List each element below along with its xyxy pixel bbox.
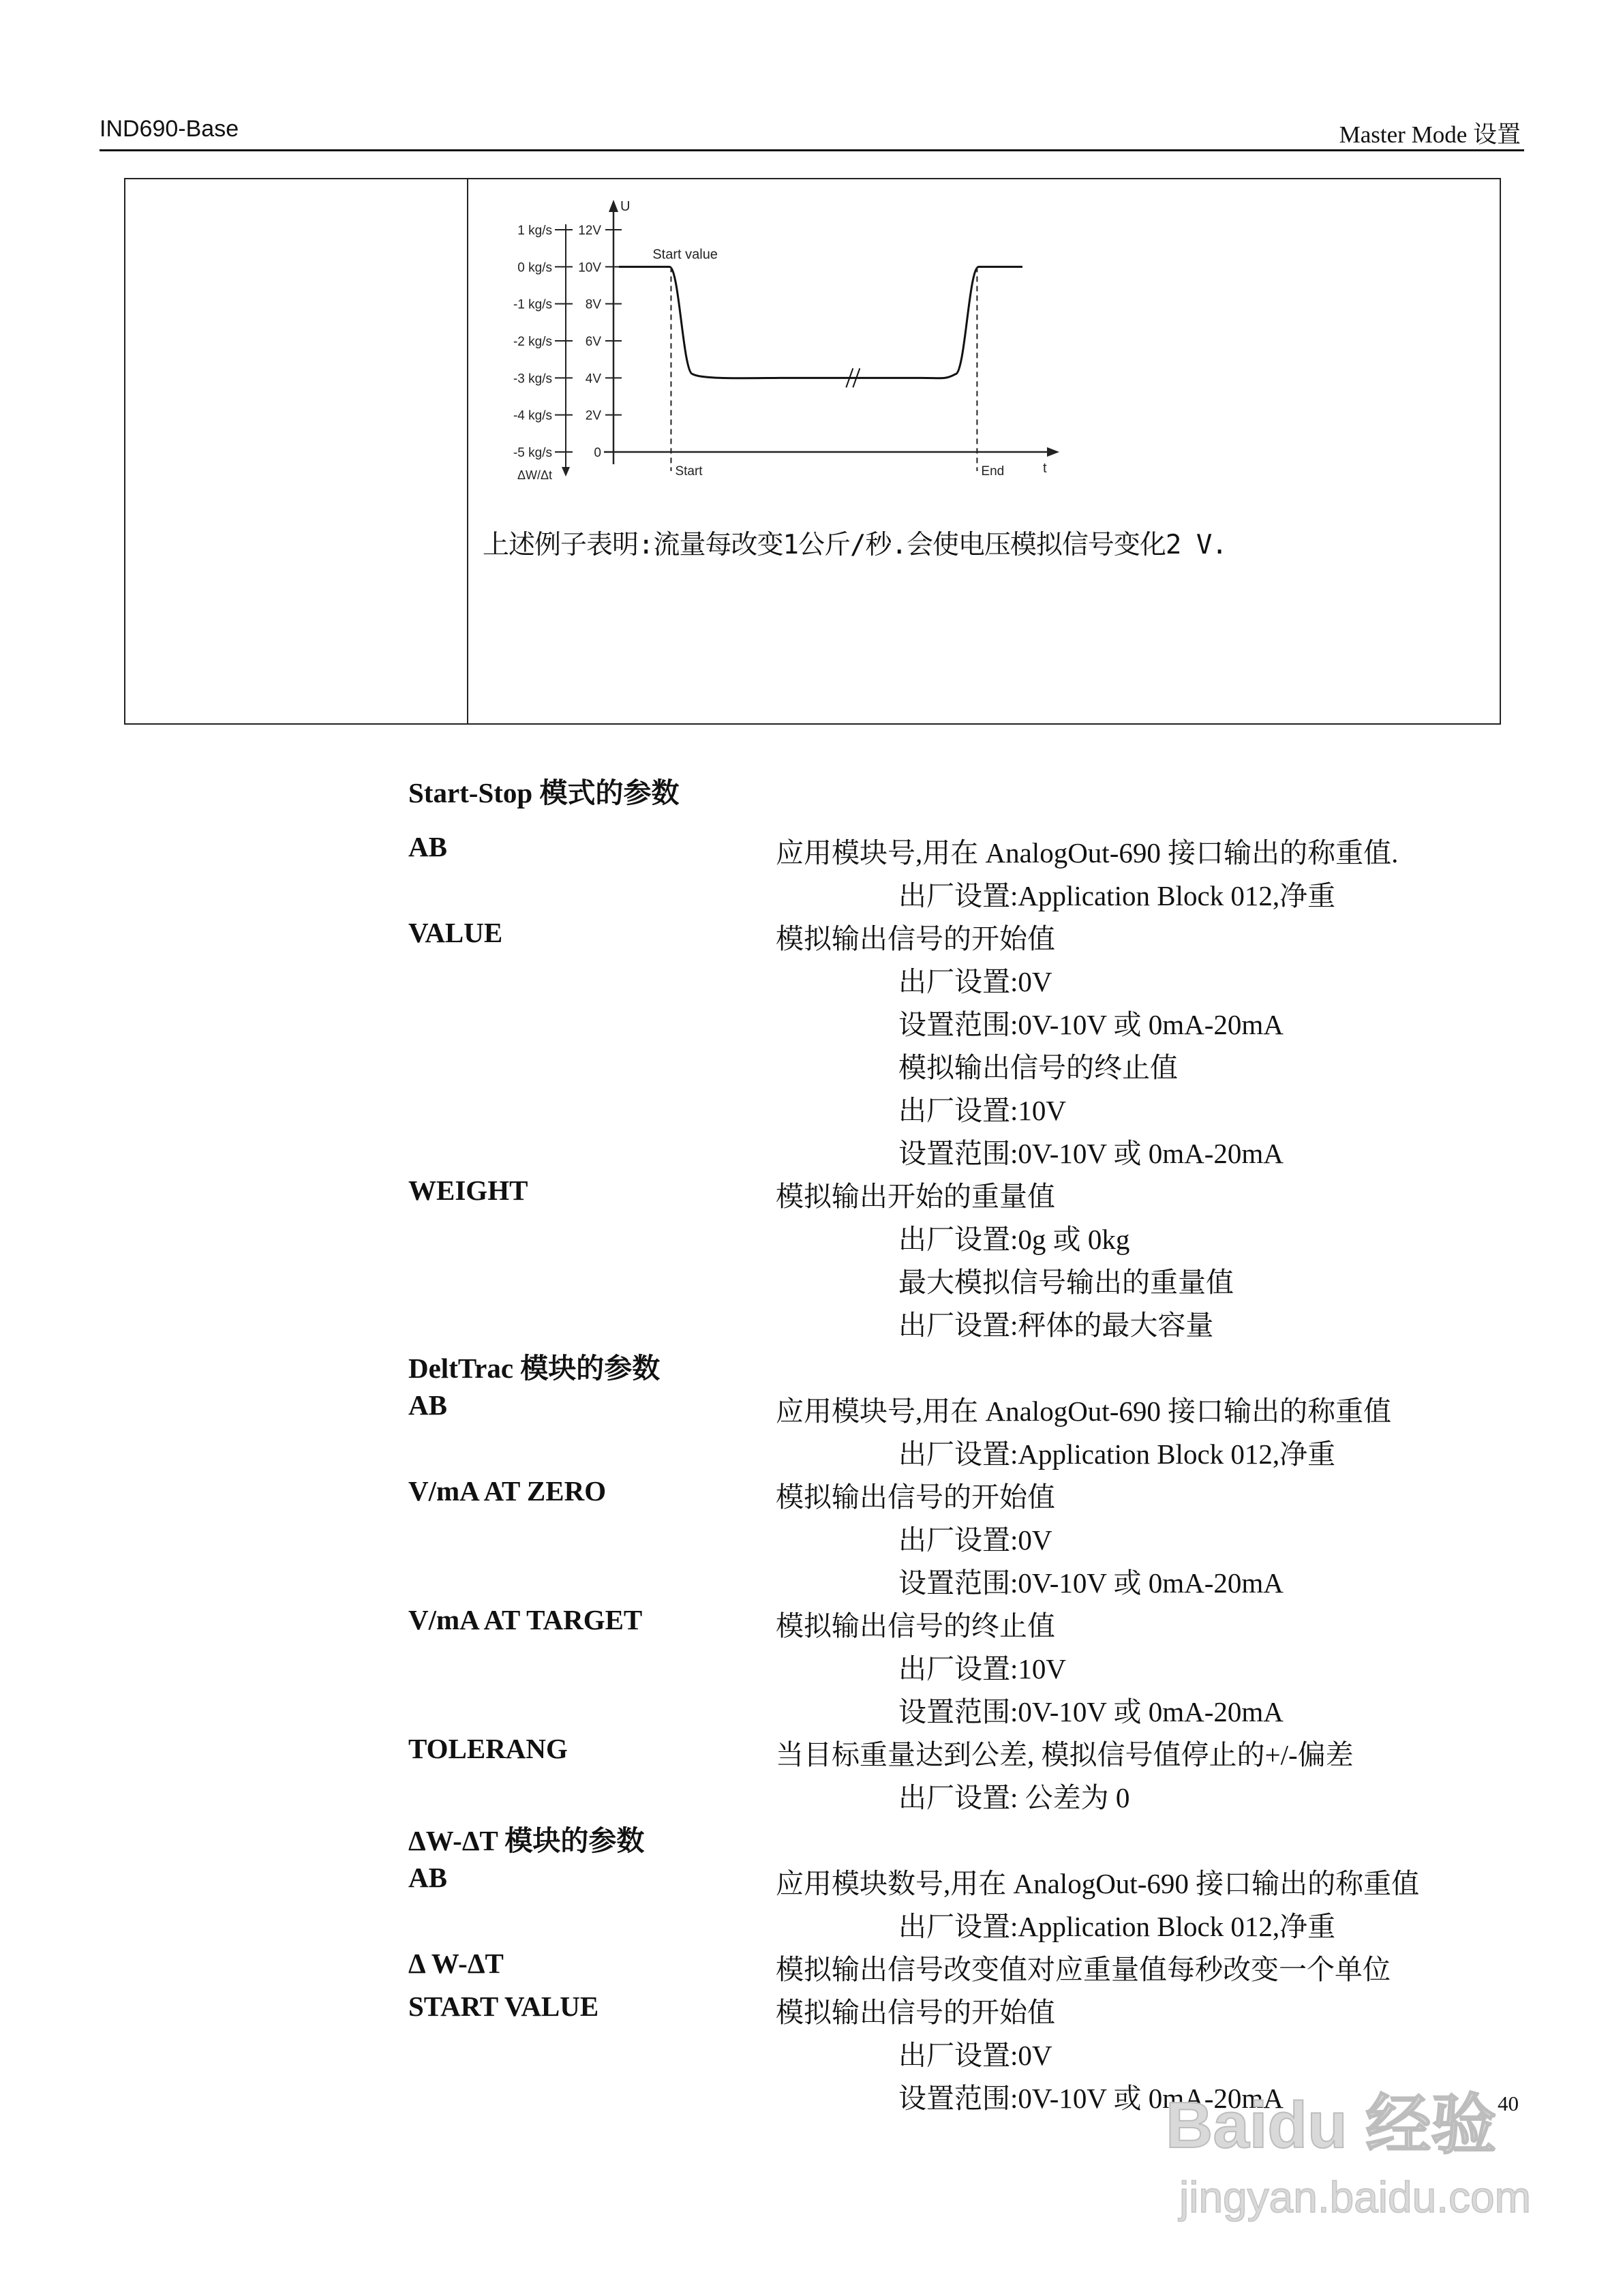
param-weight-line1: 出厂设置:0g 或 0kg bbox=[898, 1224, 1130, 1255]
y-axis-label: U bbox=[620, 199, 631, 214]
param-ab-default: 出厂设置:Application Block 012,净重 bbox=[898, 880, 1336, 911]
y-tick-label-rate: 1 kg/s bbox=[517, 224, 552, 238]
dw-dwdt-desc: 模拟输出信号改变值对应重量值每秒改变一个单位 bbox=[776, 1954, 1391, 1985]
start-marker-label: Start bbox=[675, 464, 703, 479]
header-section: Master Mode 设置 bbox=[1339, 121, 1521, 148]
header-rule bbox=[100, 149, 1524, 151]
header-title: IND690-Base bbox=[100, 116, 239, 142]
voltage-chart bbox=[477, 194, 1077, 501]
param-value-label: VALUE bbox=[408, 917, 503, 948]
y-tick-label-rate: -2 kg/s bbox=[513, 335, 552, 349]
dt-zero-line1: 出厂设置:0V bbox=[898, 1524, 1052, 1556]
dt-zero-desc: 模拟输出信号的开始值 bbox=[776, 1481, 1055, 1513]
watermark-brand: Baidu 经验 bbox=[1166, 2089, 1497, 2162]
param-ab-desc: 应用模块号,用在 AnalogOut-690 接口输出的称重值. bbox=[776, 837, 1399, 868]
y-tick-label-voltage: 12V bbox=[578, 224, 601, 238]
dt-ab-label: AB bbox=[408, 1389, 447, 1421]
param-value-line5: 设置范围:0V-10V 或 0mA-20mA bbox=[898, 1138, 1284, 1169]
end-marker-label: End bbox=[981, 464, 1005, 479]
y-axis-arrow bbox=[609, 200, 618, 212]
y-tick-label-voltage: 4V bbox=[585, 372, 601, 387]
param-value-line1: 出厂设置:0V bbox=[898, 966, 1052, 997]
dw-start-desc: 模拟输出信号的开始值 bbox=[776, 1997, 1055, 2028]
param-weight-line3: 出厂设置:秤体的最大容量 bbox=[898, 1310, 1214, 1341]
dt-target-label: V/mA AT TARGET bbox=[408, 1604, 643, 1635]
section-title-dwdt: ΔW-ΔT 模块的参数 bbox=[408, 1825, 645, 1856]
dt-ab-desc: 应用模块号,用在 AnalogOut-690 接口输出的称重值 bbox=[776, 1395, 1392, 1427]
x-axis-arrow bbox=[1047, 447, 1059, 457]
section-title-delttrac: DeltTrac 模块的参数 bbox=[408, 1353, 661, 1384]
watermark-url: jingyan.baidu.com bbox=[1179, 2173, 1531, 2222]
dw-start-label: START VALUE bbox=[408, 1991, 599, 2022]
y-tick-label-rate: -1 kg/s bbox=[513, 297, 552, 312]
x-axis-label: t bbox=[1043, 461, 1047, 476]
baidu-watermark bbox=[1152, 2072, 1534, 2236]
dt-tolerance-desc: 当目标重量达到公差, 模拟信号值停止的+/-偏差 bbox=[776, 1739, 1354, 1770]
param-value-line4: 出厂设置:10V bbox=[898, 1095, 1066, 1126]
param-value-line2: 设置范围:0V-10V 或 0mA-20mA bbox=[898, 1009, 1284, 1040]
dt-target-line1: 出厂设置:10V bbox=[898, 1653, 1066, 1685]
param-weight-label: WEIGHT bbox=[408, 1175, 528, 1206]
dt-zero-line2: 设置范围:0V-10V 或 0mA-20mA bbox=[898, 1567, 1284, 1599]
start-value-annotation: Start value bbox=[652, 247, 718, 262]
dw-dwdt-label: Δ W-ΔT bbox=[408, 1948, 504, 1979]
dt-tolerance-label: TOLERANG bbox=[408, 1733, 568, 1764]
dw-start-line1: 出厂设置:0V bbox=[898, 2040, 1052, 2071]
dw-start-line2: 设置范围:0V-10V 或 0mA-20mA bbox=[898, 2083, 1284, 2114]
y-tick-label-rate: -3 kg/s bbox=[513, 372, 552, 387]
y-tick-label-rate: -4 kg/s bbox=[513, 408, 552, 423]
dw-ab-default: 出厂设置:Application Block 012,净重 bbox=[898, 1911, 1336, 1942]
dt-zero-label: V/mA AT ZERO bbox=[408, 1475, 607, 1507]
y-tick-label-rate: -5 kg/s bbox=[513, 446, 552, 460]
dw-ab-desc: 应用模块数号,用在 AnalogOut-690 接口输出的称重值 bbox=[776, 1868, 1420, 1899]
param-weight-desc: 模拟输出开始的重量值 bbox=[776, 1181, 1055, 1212]
y-tick-label-voltage: 10V bbox=[578, 260, 601, 275]
dt-ab-default: 出厂设置:Application Block 012,净重 bbox=[898, 1438, 1336, 1470]
y-tick-label-voltage: 8V bbox=[585, 297, 601, 312]
rate-axis-label: ΔW/Δt bbox=[517, 468, 552, 482]
figure-table-divider bbox=[467, 178, 468, 725]
series-line bbox=[619, 267, 1022, 378]
param-ab-label: AB bbox=[408, 831, 447, 862]
page-number: 40 bbox=[1498, 2091, 1519, 2115]
dw-ab-label: AB bbox=[408, 1862, 447, 1893]
section-title-start-stop: Start-Stop 模式的参数 bbox=[408, 777, 680, 809]
y-tick-label-voltage: 2V bbox=[585, 408, 601, 423]
dt-target-desc: 模拟输出信号的终止值 bbox=[776, 1610, 1055, 1642]
y-tick-label-voltage: 6V bbox=[585, 335, 601, 349]
dt-tolerance-line1: 出厂设置: 公差为 0 bbox=[898, 1782, 1130, 1813]
dt-target-line2: 设置范围:0V-10V 或 0mA-20mA bbox=[898, 1696, 1284, 1727]
param-weight-line2: 最大模拟信号输出的重量值 bbox=[898, 1267, 1234, 1298]
chart-caption: 上述例子表明:流量每改变1公斤/秒.会使电压模拟信号变化2 V. bbox=[483, 530, 1227, 560]
param-value-line3: 模拟输出信号的终止值 bbox=[898, 1052, 1178, 1083]
rate-axis-arrow bbox=[562, 467, 570, 477]
y-tick-label-rate: 0 kg/s bbox=[517, 260, 552, 275]
param-value-desc: 模拟输出信号的开始值 bbox=[776, 923, 1055, 954]
y-tick-label-voltage: 0 bbox=[594, 446, 601, 460]
